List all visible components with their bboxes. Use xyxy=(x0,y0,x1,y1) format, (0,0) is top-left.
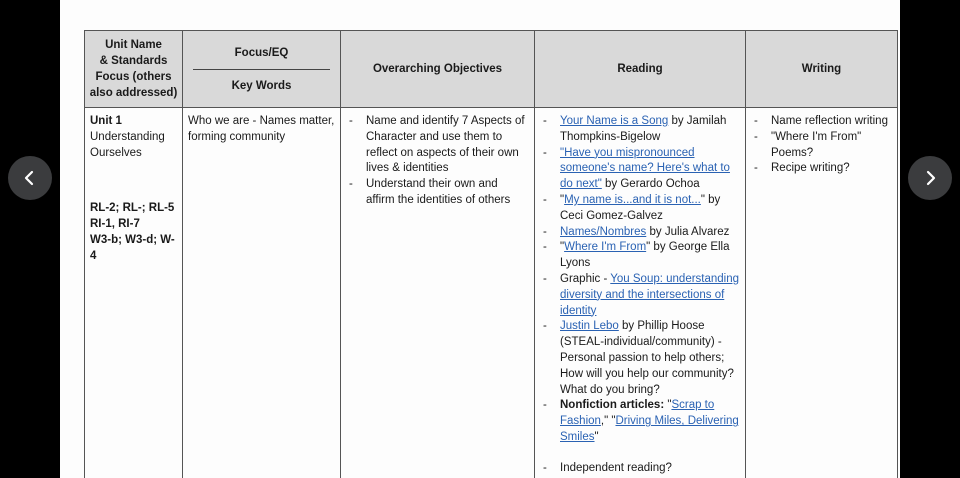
header-writing: Writing xyxy=(746,31,898,108)
link-mispronounced-name[interactable]: "Have you mispronounced someone's name? Here's what to do next" xyxy=(560,146,730,191)
unit-title-line: Understanding xyxy=(90,130,165,143)
link-scrap-to-fashion[interactable]: Scrap to Fashion xyxy=(560,399,715,428)
cell-focus: Who we are - Names matter, forming community xyxy=(183,108,341,478)
list-item: - Understand their own and affirm the identities of others xyxy=(346,177,529,209)
cell-unit xyxy=(85,108,183,478)
list-item: - "Where I'm From" Poems? xyxy=(751,130,892,162)
table-row xyxy=(85,108,898,478)
header-unit-line: Focus (others xyxy=(95,71,172,83)
standards-line: RI-1, RI-7 xyxy=(90,218,140,231)
header-reading: Reading xyxy=(535,31,746,108)
curriculum-table xyxy=(84,30,898,478)
list-item xyxy=(540,193,740,225)
previous-button[interactable] xyxy=(8,156,52,200)
standards-line: W3-b; W3-d; W-4 xyxy=(90,233,175,262)
cell-reading xyxy=(535,108,746,478)
link-justin-lebo[interactable]: Justin Lebo xyxy=(560,320,619,333)
list-item xyxy=(540,146,740,193)
header-focus-eq: Focus/EQ xyxy=(234,46,289,59)
reading-text: by Jamilah Thompkins-Bigelow xyxy=(560,115,727,143)
header-unit-line: Unit Name xyxy=(105,39,162,51)
reading-text: Graphic - xyxy=(560,272,611,285)
link-you-soup[interactable]: You Soup: understanding diversity and the intersections of identity xyxy=(560,272,740,317)
reading-text: " by Ceci Gomez-Galvez xyxy=(560,193,721,222)
unit-number: Unit 1 xyxy=(90,115,122,127)
reading-list xyxy=(540,114,740,477)
link-where-im-from[interactable]: Where I'm From xyxy=(564,241,647,254)
list-item xyxy=(540,240,740,272)
reading-text: by Phillip Hoose (STEAL-individual/community) - Personal passion to help others; How will you help our community? What do you bring? xyxy=(560,320,734,396)
link-driving-miles[interactable]: Driving Miles, Delivering Smiles xyxy=(560,415,739,443)
next-button[interactable] xyxy=(908,156,952,200)
list-item xyxy=(540,225,740,241)
standards-line: RL-2; RL-; RL-5 xyxy=(90,202,175,215)
list-item xyxy=(540,398,740,445)
list-item: - Independent reading? xyxy=(540,461,740,477)
list-item: - Recipe writing? xyxy=(751,161,892,177)
list-item xyxy=(540,272,740,319)
header-unit-line: & Standards xyxy=(99,55,168,67)
list-item: - Name reflection writing xyxy=(751,114,892,130)
header-focus xyxy=(183,31,341,108)
link-names-nombres[interactable]: Names/Nombres xyxy=(560,225,647,238)
writing-list xyxy=(751,114,892,177)
header-unit xyxy=(85,31,183,108)
document-page xyxy=(60,0,900,478)
list-item xyxy=(540,319,740,398)
reading-text: " xyxy=(664,399,672,412)
chevron-left-icon xyxy=(21,169,39,187)
header-row xyxy=(85,31,898,108)
reading-text: " by George Ella Lyons xyxy=(560,241,730,270)
header-objectives: Overarching Objectives xyxy=(341,31,535,108)
reading-text: ," " xyxy=(600,415,616,428)
reading-text: by Julia Alvarez xyxy=(646,225,730,238)
header-unit-line: also addressed) xyxy=(89,87,178,99)
chevron-right-icon xyxy=(921,169,939,187)
unit-title-line: Ourselves xyxy=(90,146,142,159)
cell-objectives xyxy=(341,108,535,478)
objectives-list xyxy=(346,114,529,209)
link-your-name-is-a-song[interactable]: Your Name is a Song xyxy=(560,115,669,127)
list-item xyxy=(540,114,740,146)
link-my-name-is[interactable]: My name is...and it is not... xyxy=(564,193,701,206)
reading-label: Nonfiction articles: xyxy=(560,399,665,412)
cell-writing xyxy=(746,108,898,478)
reading-text: " xyxy=(560,241,565,254)
reading-text: " xyxy=(594,430,599,443)
reading-text: by Gerardo Ochoa xyxy=(601,178,700,191)
header-key-words: Key Words xyxy=(231,79,292,92)
reading-text: " xyxy=(560,193,565,206)
list-item: - Name and identify 7 Aspects of Character and use them to reflect on aspects of their own lives & identities xyxy=(346,114,529,177)
